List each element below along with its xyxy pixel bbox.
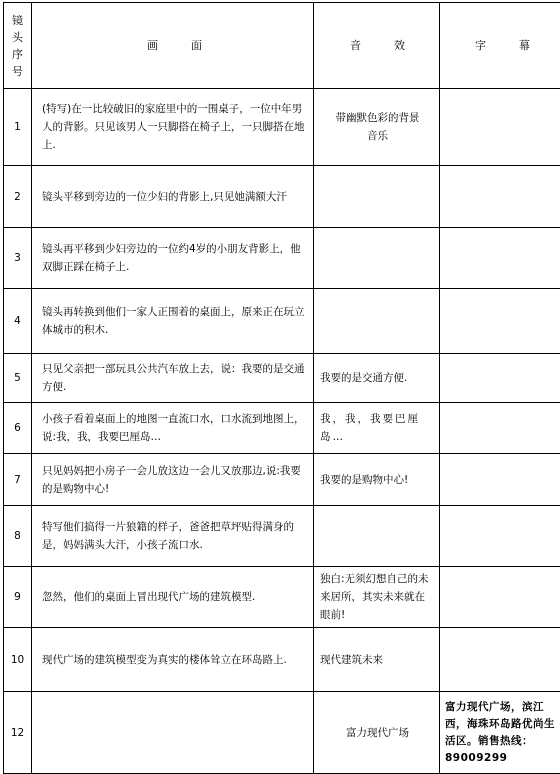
caption-cell bbox=[440, 354, 560, 403]
sound-effect: 我要的是购物中心! bbox=[314, 454, 440, 506]
table-row bbox=[4, 166, 560, 228]
table-row bbox=[4, 454, 560, 506]
frame-description: (特写)在一比较破旧的家庭里中的一围桌子，一位中年男人的背影。只见该男人一只脚搭在椅子上，一只脚搭在地上. bbox=[32, 89, 314, 166]
frame-description bbox=[32, 692, 314, 774]
table-row bbox=[4, 403, 560, 454]
caption-cell bbox=[440, 403, 560, 454]
header-sound: 音 效 bbox=[314, 3, 440, 89]
table-row bbox=[4, 567, 560, 628]
frame-description: 特写他们搞得一片狼籍的样子，爸爸把草坪贴得满身的是，妈妈满头大汗，小孩子流口水. bbox=[32, 506, 314, 567]
shot-number: 8 bbox=[4, 506, 32, 567]
shot-number: 3 bbox=[4, 228, 32, 289]
table-row bbox=[4, 89, 560, 166]
header-shot-no-line4: 号 bbox=[12, 64, 23, 78]
header-caption: 字 幕 bbox=[440, 3, 560, 89]
caption-cell: 富力现代广场，滨江西，海珠环岛路优尚生活区。销售热线：89009299 bbox=[440, 692, 560, 774]
shot-number: 4 bbox=[4, 289, 32, 354]
frame-description: 只见妈妈把小房子一会儿放这边一会儿又放那边,说:我要的是购物中心! bbox=[32, 454, 314, 506]
caption-cell bbox=[440, 228, 560, 289]
frame-description: 忽然，他们的桌面上冒出现代广场的建筑模型. bbox=[32, 567, 314, 628]
frame-description: 镜头平移到旁边的一位少妇的背影上,只见她满额大汗 bbox=[32, 166, 314, 228]
sound-effect-text: 带幽默色彩的背景音乐 bbox=[335, 112, 420, 142]
shot-number: 9 bbox=[4, 567, 32, 628]
caption-cell bbox=[440, 567, 560, 628]
sound-effect: 我要的是交通方便. bbox=[314, 354, 440, 403]
shot-number: 2 bbox=[4, 166, 32, 228]
sound-effect: 现代建筑未来 bbox=[314, 628, 440, 692]
sound-effect bbox=[314, 289, 440, 354]
table-row bbox=[4, 354, 560, 403]
sound-effect: 富力现代广场 bbox=[314, 692, 440, 774]
sound-effect bbox=[314, 506, 440, 567]
header-row bbox=[4, 3, 560, 89]
shot-number: 7 bbox=[4, 454, 32, 506]
frame-description: 镜头再平移到少妇旁边的一位约4岁的小朋友背影上，他双脚正踩在椅子上. bbox=[32, 228, 314, 289]
shot-number: 1 bbox=[4, 89, 32, 166]
frame-description: 现代广场的建筑模型变为真实的楼体耸立在环岛路上. bbox=[32, 628, 314, 692]
header-frame: 画 面 bbox=[32, 3, 314, 89]
table-row bbox=[4, 506, 560, 567]
caption-cell bbox=[440, 454, 560, 506]
table-row bbox=[4, 289, 560, 354]
sound-effect bbox=[314, 89, 440, 166]
frame-description: 镜头再转换到他们一家人正围着的桌面上，原来正在玩立体城市的积木. bbox=[32, 289, 314, 354]
caption-cell bbox=[440, 166, 560, 228]
shot-number: 10 bbox=[4, 628, 32, 692]
frame-description: 小孩子看着桌面上的地图一直流口水，口水流到地图上，说:我，我，我要巴厘岛… bbox=[32, 403, 314, 454]
shot-number: 12 bbox=[4, 692, 32, 774]
caption-cell bbox=[440, 628, 560, 692]
frame-description: 只见父亲把一部玩具公共汽车放上去，说：我要的是交通方便. bbox=[32, 354, 314, 403]
shot-number: 6 bbox=[4, 403, 32, 454]
caption-cell bbox=[440, 89, 560, 166]
shot-number: 5 bbox=[4, 354, 32, 403]
table-row bbox=[4, 692, 560, 774]
header-shot-no-line3: 序 bbox=[12, 47, 23, 61]
header-shot-no-line2: 头 bbox=[12, 30, 23, 44]
table-row bbox=[4, 228, 560, 289]
caption-cell bbox=[440, 506, 560, 567]
sound-effect bbox=[314, 166, 440, 228]
header-shot-no bbox=[4, 3, 32, 89]
sound-effect: 独白:无须幻想自己的未来居所，其实未来就在眼前! bbox=[314, 567, 440, 628]
sound-effect bbox=[314, 228, 440, 289]
table-row bbox=[4, 628, 560, 692]
storyboard-table bbox=[3, 2, 560, 774]
caption-cell bbox=[440, 289, 560, 354]
header-shot-no-line1: 镜 bbox=[12, 13, 23, 27]
sound-effect: 我，我，我要巴厘岛… bbox=[314, 403, 440, 454]
